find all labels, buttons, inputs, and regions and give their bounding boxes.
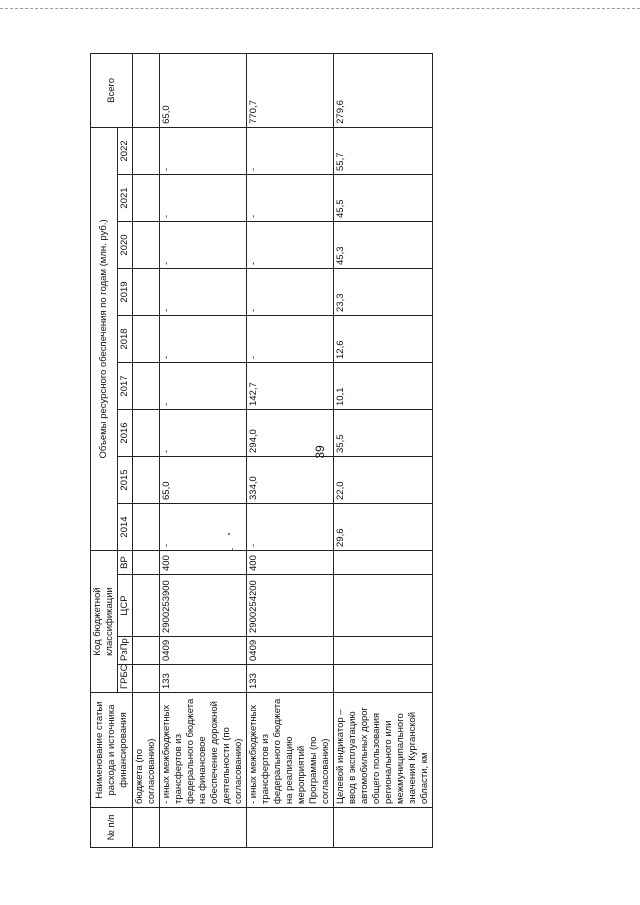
table-row xyxy=(133,53,160,847)
cell-value: 142,7 xyxy=(247,362,334,409)
cell-value xyxy=(133,362,160,409)
cell-value: 334,0 xyxy=(247,456,334,503)
cell-name: бюджета (по согласованию) xyxy=(133,693,160,808)
cell-csr xyxy=(133,575,160,637)
cell-total xyxy=(133,53,160,127)
cell-num xyxy=(160,808,247,848)
cell-name: - иных межбюджетных трансфертов из федерального бюджета на финансовое обеспечение дорожной деятельности (по согласованию) xyxy=(160,693,247,808)
header-total: Всего xyxy=(91,53,133,127)
cell-value: - xyxy=(247,315,334,362)
cell-rzpr: 0409 xyxy=(160,637,247,665)
cell-name: - иных межбюджетных трансфертов из федерального бюджета на реализацию мероприятий Программы (по согласованию) xyxy=(247,693,334,808)
cell-value: 10,1 xyxy=(334,362,433,409)
cell-grbs xyxy=(334,665,433,693)
cell-value: 12,6 xyxy=(334,315,433,362)
cell-grbs xyxy=(133,665,160,693)
cell-vr xyxy=(334,550,433,574)
scan-edge-line xyxy=(0,8,640,9)
cell-value xyxy=(133,127,160,174)
cell-rzpr xyxy=(133,637,160,665)
cell-value: - xyxy=(160,268,247,315)
header-year: 2015 xyxy=(118,456,133,503)
header-year: 2014 xyxy=(118,503,133,550)
cell-num xyxy=(133,808,160,848)
cell-value: - xyxy=(247,503,334,550)
header-year: 2022 xyxy=(118,127,133,174)
cell-value: - xyxy=(160,315,247,362)
cell-vr: 400 xyxy=(247,550,334,574)
header-grbs: ГРБС xyxy=(118,665,133,693)
cell-value xyxy=(133,456,160,503)
table-row xyxy=(247,53,334,847)
cell-value: - xyxy=(160,503,247,550)
cell-value: - xyxy=(160,362,247,409)
header-csr: ЦСР xyxy=(118,575,133,637)
cell-rzpr xyxy=(334,637,433,665)
cell-value xyxy=(133,315,160,362)
cell-value xyxy=(133,221,160,268)
cell-vr: 400 xyxy=(160,550,247,574)
cell-value: 55,7 xyxy=(334,127,433,174)
header-year: 2021 xyxy=(118,174,133,221)
rotated-table-wrapper xyxy=(90,77,550,848)
cell-grbs: 133 xyxy=(247,665,334,693)
cell-total: 770,7 xyxy=(247,53,334,127)
header-year: 2019 xyxy=(118,268,133,315)
cell-value: 45,5 xyxy=(334,174,433,221)
header-name: Наименование статьи расхода и источника финансирования xyxy=(91,693,133,808)
cell-num xyxy=(334,808,433,848)
cell-value: 45,3 xyxy=(334,221,433,268)
cell-value: - xyxy=(247,268,334,315)
cell-value xyxy=(133,503,160,550)
cell-grbs: 133 xyxy=(160,665,247,693)
table-row xyxy=(160,53,247,847)
header-volumes: Объемы ресурсного обеспечения по годам (млн. руб.) xyxy=(91,127,118,550)
cell-csr: 2900253900 xyxy=(160,575,247,637)
header-year: 2020 xyxy=(118,221,133,268)
cell-value: 22,0 xyxy=(334,456,433,503)
cell-value: - xyxy=(160,174,247,221)
cell-value: 65,0 xyxy=(160,456,247,503)
cell-value: - xyxy=(160,221,247,268)
cell-value: - xyxy=(160,409,247,456)
header-rzpr: РзПр xyxy=(118,637,133,665)
cell-vr xyxy=(133,550,160,574)
header-num: № п/п xyxy=(91,808,133,848)
resource-table xyxy=(90,53,433,848)
cell-total: 279,6 xyxy=(334,53,433,127)
page-number: 39 xyxy=(313,445,327,459)
cell-rzpr: 0409 xyxy=(247,637,334,665)
cell-value: - xyxy=(247,174,334,221)
cell-value xyxy=(133,409,160,456)
cell-value: 29,6 xyxy=(334,503,433,550)
header-budget-code: Код бюджетной классификации xyxy=(91,550,118,692)
cell-value xyxy=(133,174,160,221)
cell-value: - xyxy=(247,127,334,174)
header-year: 2018 xyxy=(118,315,133,362)
cell-value xyxy=(133,268,160,315)
cell-csr xyxy=(334,575,433,637)
cell-total: 65,0 xyxy=(160,53,247,127)
table-row xyxy=(334,53,433,847)
header-vr: ВР xyxy=(118,550,133,574)
header-year: 2017 xyxy=(118,362,133,409)
cell-num xyxy=(247,808,334,848)
cell-value: 35,5 xyxy=(334,409,433,456)
cell-csr: 2900254200 xyxy=(247,575,334,637)
cell-value: - xyxy=(247,221,334,268)
cell-value: - xyxy=(160,127,247,174)
cell-value: 294,0 xyxy=(247,409,334,456)
cell-value: 23,3 xyxy=(334,268,433,315)
cell-name: Целевой индикатор – ввод в эксплуатацию автомобильных дорог общего пользования регионального или межмуниципального значения Курганской области, км xyxy=(334,693,433,808)
header-year: 2016 xyxy=(118,409,133,456)
